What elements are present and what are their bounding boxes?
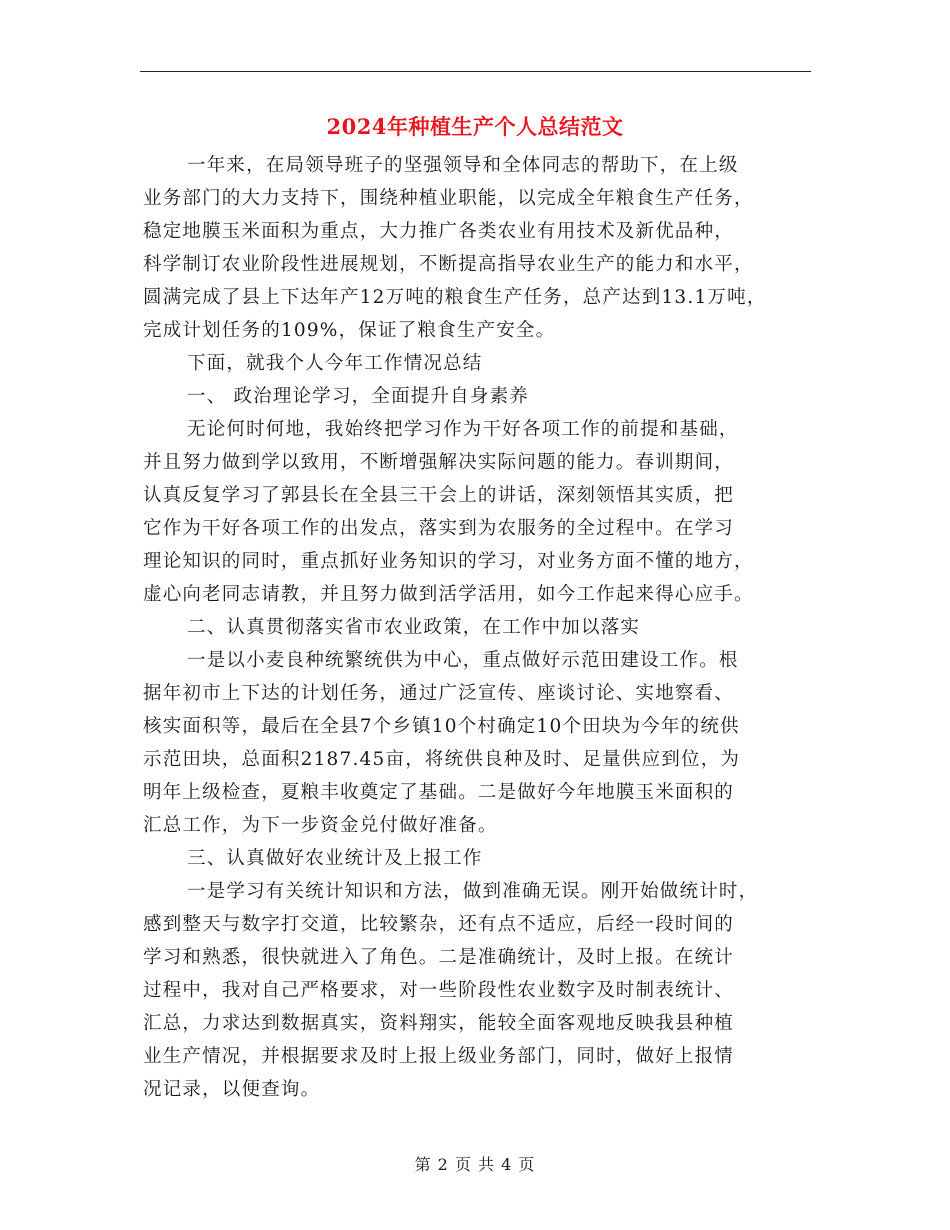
document-title: 2024年种植生产个人总结范文 [326, 114, 624, 139]
text-line: 一是学习有关统计知识和方法，做到准确无误。刚开始做统计时， [187, 881, 759, 902]
text-line: 业务部门的大力支持下，围绕种植业职能，以完成全年粮食生产任务， [143, 188, 754, 209]
text-line: 况记录，以便查询。 [143, 1079, 321, 1100]
text-line: 稳定地膜玉米面积为重点，大力推广各类农业有用技术及新优品种， [143, 221, 735, 242]
text-line: 明年上级检查，夏粮丰收奠定了基础。二是做好今年地膜玉米面积的 [143, 782, 735, 803]
text-line: 一年来，在局领导班子的坚强领导和全体同志的帮助下，在上级 [187, 155, 739, 176]
document-body [143, 149, 813, 1106]
text-line: 二、认真贯彻落实省市农业政策，在工作中加以落实 [187, 617, 641, 638]
text-line: 汇总，力求达到数据真实，资料翔实，能较全面客观地反映我县种植 [143, 1013, 735, 1034]
text-line: 一、 政治理论学习，全面提升自身素养 [187, 386, 529, 407]
text-line: 据年初市上下达的计划任务，通过广泛宣传、座谈讨论、实地察看、 [143, 683, 735, 704]
text-line: 它作为干好各项工作的出发点，落实到为农服务的全过程中。在学习 [143, 518, 735, 539]
text-line: 感到整天与数字打交道，比较繁杂，还有点不适应，后经一段时间的 [143, 914, 735, 935]
text-line: 下面，就我个人今年工作情况总结 [187, 353, 483, 374]
text-line: 圆满完成了县上下达年产12万吨的粮食生产任务，总产达到13.1万吨， [143, 287, 767, 308]
text-line: 学习和熟悉，很快就进入了角色。二是准确统计，及时上报。在统计 [143, 947, 735, 968]
text-line: 三、认真做好农业统计及上报工作 [187, 848, 483, 869]
text-line: 认真反复学习了郭县长在全县三干会上的讲话，深刻领悟其实质，把 [143, 485, 735, 506]
text-line: 无论何时何地，我始终把学习作为干好各项工作的前提和基础， [187, 419, 739, 440]
text-line: 核实面积等，最后在全县7个乡镇10个村确定10个田块为今年的统供 [143, 716, 740, 737]
text-line: 汇总工作，为下一步资金兑付做好准备。 [143, 815, 498, 836]
header-rule [140, 71, 811, 72]
text-line: 完成计划任务的109%，保证了粮食生产安全。 [143, 320, 556, 341]
text-line: 理论知识的同时，重点抓好业务知识的学习，对业务方面不懂的地方， [143, 551, 754, 572]
page-number: 第 2 页 共 4 页 [414, 1155, 536, 1174]
text-line: 示范田块，总面积2187.45亩，将统供良种及时、足量供应到位，为 [143, 749, 741, 770]
text-line: 科学制订农业阶段性进展规划，不断提高指导农业生产的能力和水平， [143, 254, 754, 275]
text-line: 虚心向老同志请教，并且努力做到活学活用，如今工作起来得心应手。 [143, 584, 754, 605]
text-line: 业生产情况，并根据要求及时上报上级业务部门，同时，做好上报情 [143, 1046, 735, 1067]
text-line: 并且努力做到学以致用，不断增强解决实际问题的能力。春训期间， [143, 452, 735, 473]
text-line: 一是以小麦良种统繁统供为中心，重点做好示范田建设工作。根 [187, 650, 739, 671]
text-line: 过程中，我对自己严格要求，对一些阶段性农业数字及时制表统计、 [143, 980, 735, 1001]
